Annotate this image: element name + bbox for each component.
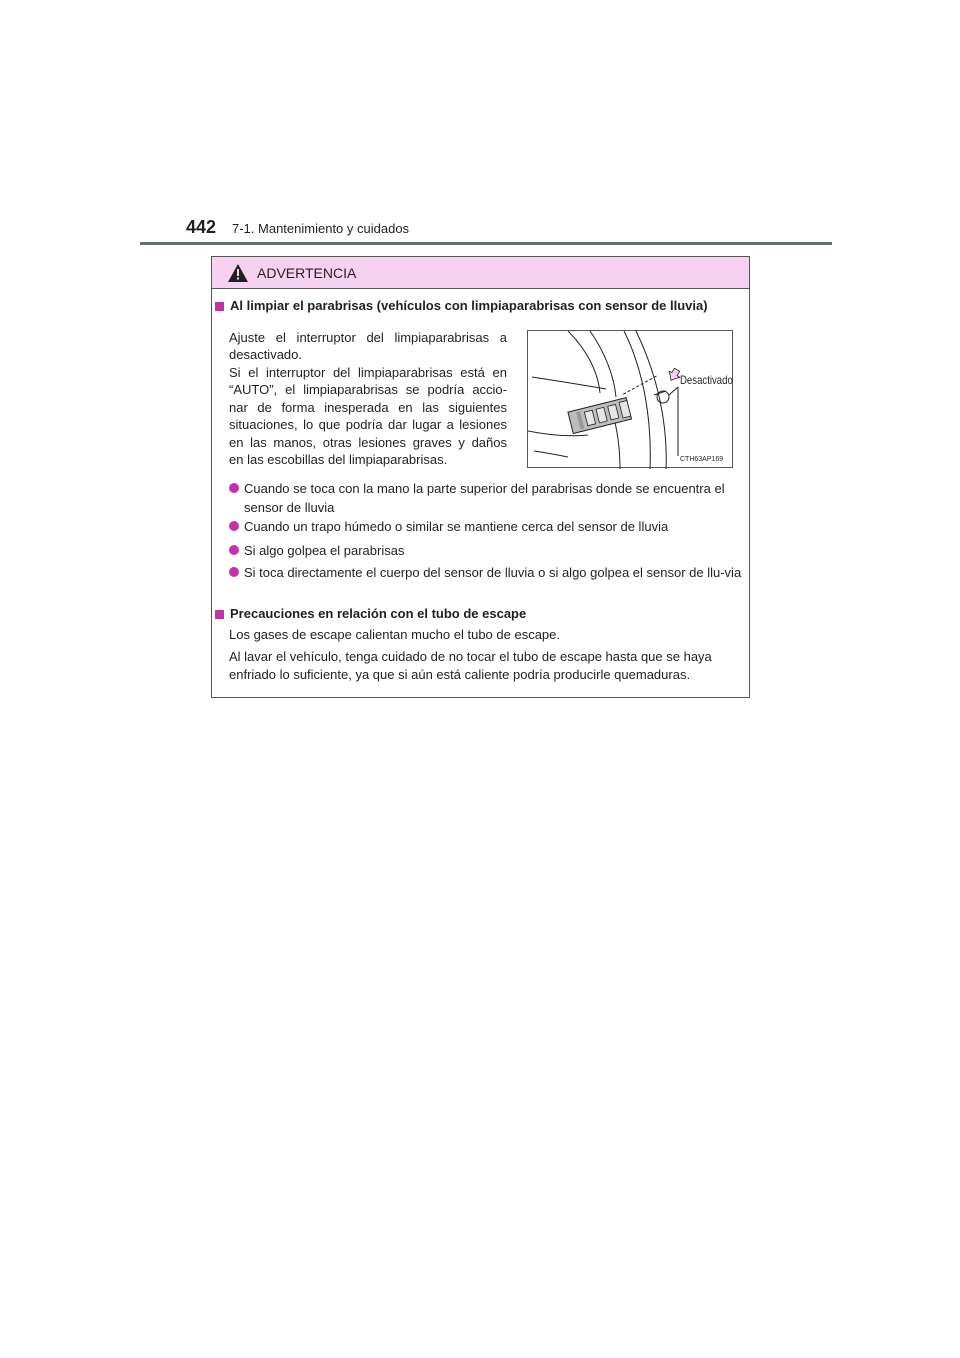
page-number: 442 [186, 217, 217, 237]
header-divider [140, 242, 832, 245]
dot-bullet-icon [229, 483, 239, 493]
wiper-switch-figure [527, 330, 733, 468]
wiper-lever-illustration [528, 331, 734, 469]
dot-bullet-icon [229, 521, 239, 531]
intro-line: Si el interruptor del limpiaparabrisas está en [229, 365, 507, 380]
heading-text: Al limpiar el parabrisas (vehículos con limpiaparabrisas con sensor de lluvia) [230, 298, 708, 313]
dot-bullet-icon [229, 567, 239, 577]
intro-line: situaciones, lo que podría dar lugar a lesiones [229, 417, 507, 432]
list-item: Cuando un trapo húmedo o similar se mantiene cerca del sensor de lluvia [229, 517, 745, 536]
intro-line: “AUTO”, el limpiaparabrisas se podría accio- [229, 382, 507, 397]
figure-label-off: Desactivado [680, 373, 733, 387]
square-bullet-icon [215, 302, 224, 311]
heading-text: Precauciones en relación con el tubo de escape [230, 606, 527, 621]
intro-line: nar de forma inesperada en las siguientes [229, 400, 507, 415]
figure-code: CTH63AP169 [680, 456, 724, 463]
list-item: Si algo golpea el parabrisas [229, 541, 745, 560]
warning-box [211, 256, 750, 698]
warning-header [212, 257, 749, 289]
warning-title: ADVERTENCIA [257, 265, 357, 281]
intro-line: en las escobillas del limpiaparabrisas. [229, 452, 448, 467]
intro-line: en las manos, otras lesiones graves y daños [229, 435, 507, 450]
section-title: 7-1. Mantenimiento y cuidados [232, 221, 410, 236]
intro-line: Ajuste el interruptor del limpiaparabrisas a [229, 330, 507, 345]
exhaust-paragraph-2: enfriado lo suficiente, ya que si aún está caliente podría producirle quemaduras. [229, 667, 691, 682]
dot-bullet-icon [229, 545, 239, 555]
square-bullet-icon [215, 610, 224, 619]
list-item: Cuando se toca con la mano la parte superior del parabrisas donde se encuentra el sensor de lluvia [229, 479, 745, 517]
exhaust-paragraph-2: Al lavar el vehículo, tenga cuidado de no tocar el tubo de escape hasta que se haya [229, 649, 712, 664]
list-item: Si toca directamente el cuerpo del sensor de lluvia o si algo golpea el sensor de llu-via [229, 563, 745, 582]
warning-triangle-icon [228, 264, 248, 282]
intro-line: desactivado. [229, 347, 302, 362]
exhaust-paragraph-1: Los gases de escape calientan mucho el tubo de escape. [229, 627, 561, 642]
